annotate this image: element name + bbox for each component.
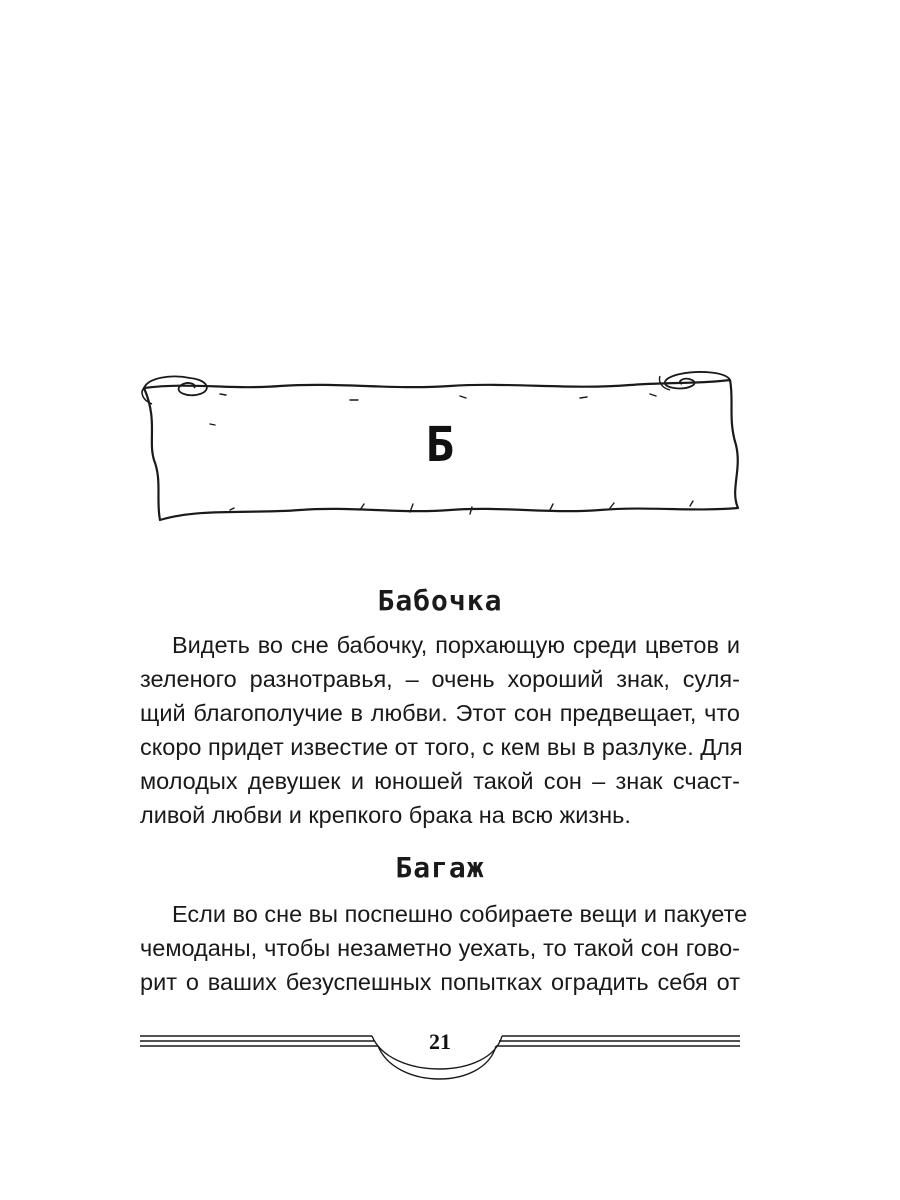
text-line: скоро придет известие от того, с кем вы в разлуке. Для xyxy=(140,734,743,760)
text-line: рит о ваших безуспешных попытках оградить себя от xyxy=(140,969,740,995)
text-line: молодых девушек и юношей такой сон – знак счаст- xyxy=(140,768,740,794)
text-line: зеленого разнотравья, – очень хороший знак, суля- xyxy=(140,666,740,692)
text-line: щий благополучие в любви. Этот сон предвещает, что xyxy=(140,700,740,726)
entry-text-bagazh xyxy=(140,897,748,999)
text-line: ливой любви и крепкого брака на всю жизнь. xyxy=(140,802,631,828)
chapter-scroll-banner xyxy=(130,360,750,535)
entry-heading-bagazh: Багаж xyxy=(395,851,485,884)
page-footer xyxy=(140,1020,740,1090)
entry-text-babochka xyxy=(140,628,743,832)
text-line: чемоданы, чтобы незаметно уехать, то такой сон гово- xyxy=(140,935,740,961)
text-line: Видеть во сне бабочку, порхающую среди цветов и xyxy=(172,632,740,658)
entry-heading-babochka: Бабочка xyxy=(377,584,503,617)
text-line: Если во сне вы поспешно собираете вещи и пакуете xyxy=(172,901,748,927)
page-number: 21 xyxy=(429,1029,451,1054)
chapter-letter: Б xyxy=(425,417,455,473)
